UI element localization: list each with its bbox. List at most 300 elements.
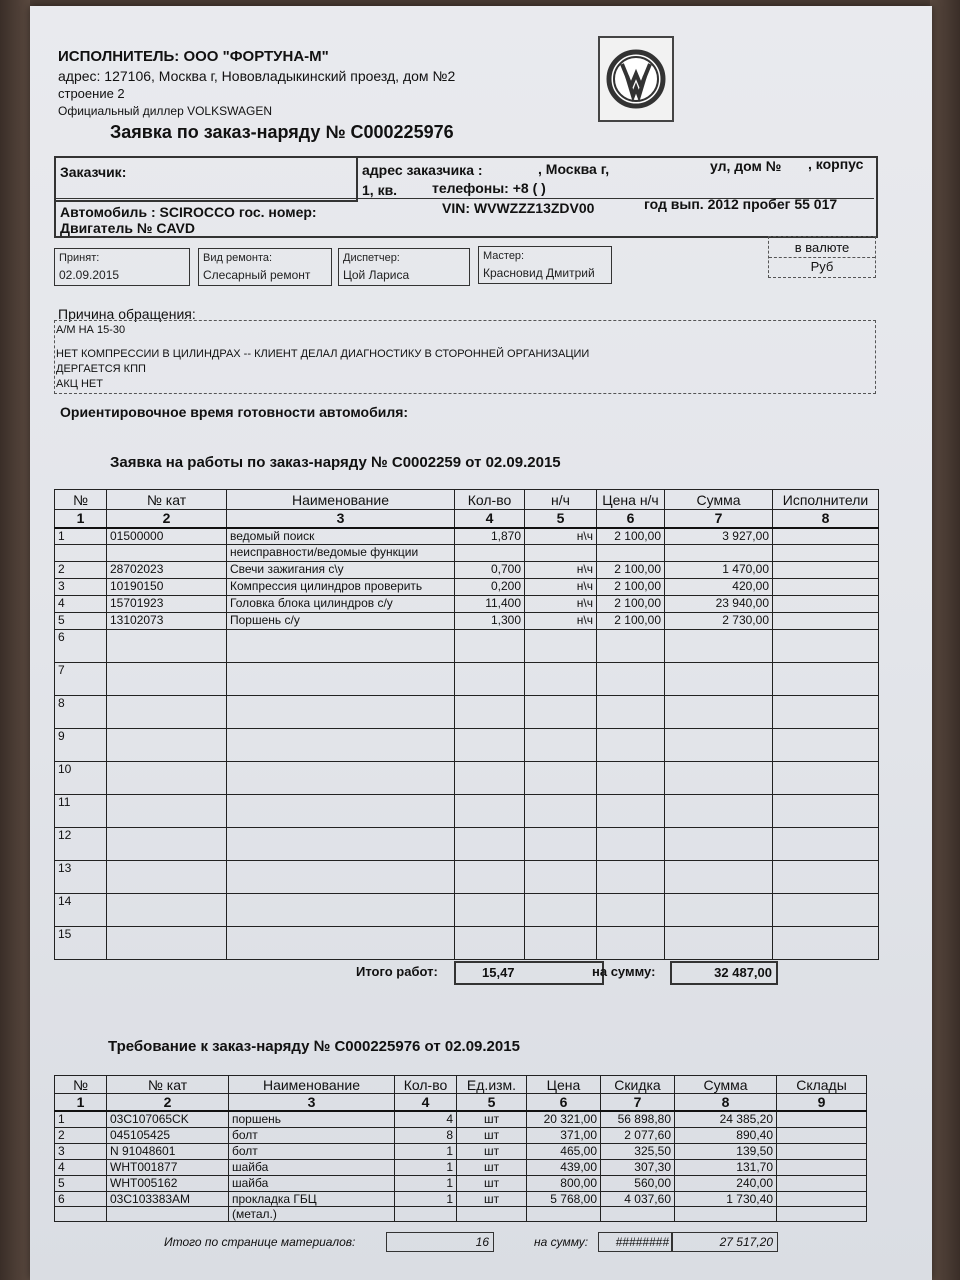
reason-line-3: ДЕРГАЕТСЯ КПП xyxy=(56,363,146,375)
table-cell: н\ч xyxy=(525,562,597,579)
parts-header-discount: Скидка xyxy=(601,1076,675,1094)
parts-header-price: Цена xyxy=(527,1076,601,1094)
parts-colnum: 2 xyxy=(107,1094,229,1112)
table-cell xyxy=(597,696,665,729)
table-cell: 8 xyxy=(395,1127,457,1143)
table-cell: 6 xyxy=(55,630,107,663)
works-colnum: 4 xyxy=(455,510,525,528)
master-box xyxy=(478,246,612,284)
table-cell: 1 470,00 xyxy=(665,562,773,579)
table-row xyxy=(55,1206,867,1221)
table-cell: 325,50 xyxy=(601,1143,675,1159)
table-cell: н\ч xyxy=(525,579,597,596)
table-cell: 3 xyxy=(55,579,107,596)
table-cell xyxy=(665,762,773,795)
table-row xyxy=(55,1175,867,1191)
table-cell: 13102073 xyxy=(107,613,227,630)
table-row xyxy=(55,562,879,579)
table-cell: 28702023 xyxy=(107,562,227,579)
table-cell: 890,40 xyxy=(675,1127,777,1143)
parts-header-name: Наименование xyxy=(229,1076,395,1094)
table-cell xyxy=(773,630,879,663)
table-cell xyxy=(455,927,525,960)
table-cell: 20 321,00 xyxy=(527,1111,601,1127)
table-cell xyxy=(665,861,773,894)
parts-header-no: № xyxy=(55,1076,107,1094)
dispatcher-box xyxy=(338,248,470,286)
table-cell xyxy=(227,762,455,795)
accepted-box xyxy=(54,248,190,286)
table-cell xyxy=(525,861,597,894)
parts-total-sum-box xyxy=(672,1232,778,1252)
works-colnum: 6 xyxy=(597,510,665,528)
table-cell xyxy=(457,1206,527,1221)
table-cell: 0,700 xyxy=(455,562,525,579)
table-cell xyxy=(597,630,665,663)
table-cell: 1,870 xyxy=(455,528,525,545)
works-header-qty: Кол-во xyxy=(455,490,525,510)
table-cell xyxy=(455,762,525,795)
table-cell: 1 xyxy=(55,528,107,545)
table-cell xyxy=(107,663,227,696)
accepted-label: Принят: xyxy=(59,252,100,264)
table-cell xyxy=(525,663,597,696)
table-cell xyxy=(597,545,665,562)
table-cell xyxy=(665,729,773,762)
parts-total-label: Итого по странице материалов: xyxy=(164,1235,356,1249)
reason-line-2: НЕТ КОМПРЕССИИ В ЦИЛИНДРАХ -- КЛИЕНТ ДЕЛАЛ ДИАГНОСТИКУ В СТОРОННЕЙ ОРГАНИЗАЦИИ xyxy=(56,348,590,360)
table-cell xyxy=(665,545,773,562)
table-cell: 1 xyxy=(395,1159,457,1175)
table-cell: 4 xyxy=(395,1111,457,1127)
table-cell xyxy=(597,795,665,828)
table-cell xyxy=(525,762,597,795)
table-cell xyxy=(597,861,665,894)
table-cell xyxy=(665,663,773,696)
table-cell xyxy=(55,545,107,562)
table-cell: 3 xyxy=(55,1143,107,1159)
table-cell: 439,00 xyxy=(527,1159,601,1175)
works-header-no: № xyxy=(55,490,107,510)
customer-korpus: , корпус xyxy=(808,156,864,172)
parts-total-qty: 16 xyxy=(475,1235,489,1249)
table-row xyxy=(55,1191,867,1206)
table-cell xyxy=(597,927,665,960)
table-cell xyxy=(455,729,525,762)
works-colnum: 1 xyxy=(55,510,107,528)
table-cell xyxy=(773,663,879,696)
table-cell xyxy=(597,663,665,696)
table-cell: 3 927,00 xyxy=(665,528,773,545)
table-cell: Свечи зажигания с\у xyxy=(227,562,455,579)
parts-header-cat: № кат xyxy=(107,1076,229,1094)
table-cell xyxy=(525,828,597,861)
ready-time-label: Ориентировочное время готовности автомобиля: xyxy=(60,404,409,420)
table-cell: 15 xyxy=(55,927,107,960)
table-cell: 9 xyxy=(55,729,107,762)
customer-label: Заказчик: xyxy=(60,164,127,180)
table-cell: шт xyxy=(457,1143,527,1159)
table-cell xyxy=(773,762,879,795)
table-edge-right xyxy=(930,0,960,1280)
table-cell: неисправности/ведомые функции xyxy=(227,545,455,562)
table-cell: н\ч xyxy=(525,596,597,613)
table-cell: 5 xyxy=(55,613,107,630)
table-cell: N 91048601 xyxy=(107,1143,229,1159)
works-title: Заявка на работы по заказ-наряду № С0002259 от 02.09.2015 xyxy=(110,454,561,471)
customer-phone: телефоны: +8 ( ) xyxy=(432,180,546,196)
table-cell: н\ч xyxy=(525,528,597,545)
parts-title: Требование к заказ-наряду № С000225976 от 02.09.2015 xyxy=(108,1038,520,1055)
table-cell: 15701923 xyxy=(107,596,227,613)
works-colnum: 7 xyxy=(665,510,773,528)
works-header-sum: Сумма xyxy=(665,490,773,510)
table-cell xyxy=(777,1191,867,1206)
table-cell: 11 xyxy=(55,795,107,828)
table-cell: 1 xyxy=(395,1175,457,1191)
parts-colnum: 7 xyxy=(601,1094,675,1112)
table-row xyxy=(55,729,879,762)
table-row xyxy=(55,828,879,861)
document-page xyxy=(30,6,932,1280)
table-cell: 4 xyxy=(55,596,107,613)
table-cell xyxy=(773,795,879,828)
table-cell xyxy=(107,762,227,795)
table-cell xyxy=(107,630,227,663)
table-cell: 2 077,60 xyxy=(601,1127,675,1143)
table-cell: шт xyxy=(457,1191,527,1206)
volkswagen-logo-icon xyxy=(598,36,674,122)
dealer-line: Официальный диллер VOLKSWAGEN xyxy=(58,104,273,118)
table-cell: шт xyxy=(457,1111,527,1127)
table-cell: Головка блока цилиндров с/у xyxy=(227,596,455,613)
table-cell xyxy=(665,795,773,828)
table-cell xyxy=(455,696,525,729)
table-cell: 4 xyxy=(55,1159,107,1175)
accepted-date: 02.09.2015 xyxy=(59,268,120,282)
table-cell: 24 385,20 xyxy=(675,1111,777,1127)
table-cell: 14 xyxy=(55,894,107,927)
table-edge-left xyxy=(0,0,30,1280)
table-cell xyxy=(665,696,773,729)
parts-header-unit: Ед.изм. xyxy=(457,1076,527,1094)
repair-type: Слесарный ремонт xyxy=(203,268,311,282)
table-cell xyxy=(777,1175,867,1191)
repair-type-box xyxy=(198,248,332,286)
table-cell xyxy=(601,1206,675,1221)
table-cell xyxy=(777,1127,867,1143)
table-cell xyxy=(777,1111,867,1127)
table-cell xyxy=(227,861,455,894)
table-cell: болт xyxy=(229,1127,395,1143)
table-cell xyxy=(227,729,455,762)
works-colnum: 2 xyxy=(107,510,227,528)
table-cell xyxy=(525,696,597,729)
table-cell: поршень xyxy=(229,1111,395,1127)
table-cell xyxy=(525,545,597,562)
table-cell xyxy=(773,613,879,630)
table-cell: 307,30 xyxy=(601,1159,675,1175)
works-colnum: 8 xyxy=(773,510,879,528)
works-sum-label: на сумму: xyxy=(592,964,656,979)
table-cell xyxy=(773,894,879,927)
parts-colnum: 3 xyxy=(229,1094,395,1112)
table-cell xyxy=(773,545,879,562)
table-cell xyxy=(773,828,879,861)
table-cell: 1 xyxy=(55,1111,107,1127)
table-cell xyxy=(227,927,455,960)
parts-table xyxy=(54,1075,867,1222)
works-header-name: Наименование xyxy=(227,490,455,510)
table-cell: 2 100,00 xyxy=(597,579,665,596)
table-cell xyxy=(525,729,597,762)
table-cell: шайба xyxy=(229,1175,395,1191)
table-cell xyxy=(597,729,665,762)
parts-colnum: 6 xyxy=(527,1094,601,1112)
table-cell: Компрессия цилиндров проверить xyxy=(227,579,455,596)
table-cell: 03C107065CK xyxy=(107,1111,229,1127)
table-cell: 8 xyxy=(55,696,107,729)
table-row xyxy=(55,613,879,630)
parts-colnum: 5 xyxy=(457,1094,527,1112)
parts-colnum: 8 xyxy=(675,1094,777,1112)
table-cell xyxy=(455,795,525,828)
table-cell: 0,200 xyxy=(455,579,525,596)
works-table xyxy=(54,489,879,960)
table-cell xyxy=(773,579,879,596)
table-cell: 1 xyxy=(395,1143,457,1159)
works-header-nh: н/ч xyxy=(525,490,597,510)
table-cell xyxy=(227,828,455,861)
parts-discount-total-box xyxy=(598,1232,672,1252)
table-row xyxy=(55,795,879,828)
table-cell xyxy=(455,663,525,696)
table-row xyxy=(55,545,879,562)
table-cell xyxy=(227,663,455,696)
table-cell: (метал.) xyxy=(229,1206,395,1221)
works-header-cat: № кат xyxy=(107,490,227,510)
table-row xyxy=(55,579,879,596)
table-cell xyxy=(107,927,227,960)
table-cell xyxy=(665,927,773,960)
table-cell xyxy=(597,762,665,795)
table-cell xyxy=(107,894,227,927)
table-cell: 1 xyxy=(395,1191,457,1206)
table-cell xyxy=(455,630,525,663)
table-cell: 03C103383AM xyxy=(107,1191,229,1206)
table-cell: 12 xyxy=(55,828,107,861)
table-cell: Поршень с/у xyxy=(227,613,455,630)
parts-header-qty: Кол-во xyxy=(395,1076,457,1094)
executor-address: адрес: 127106, Москва г, Нововладыкинский проезд, дом №2 xyxy=(58,68,456,84)
works-header-price: Цена н/ч xyxy=(597,490,665,510)
table-cell xyxy=(773,596,879,613)
table-cell xyxy=(455,828,525,861)
table-cell xyxy=(773,729,879,762)
table-cell: шт xyxy=(457,1175,527,1191)
table-cell: 5 xyxy=(55,1175,107,1191)
parts-colnum: 1 xyxy=(55,1094,107,1112)
currency-label: в валюте xyxy=(794,240,850,255)
table-cell: 465,00 xyxy=(527,1143,601,1159)
reason-line-1: А/М НА 15-30 xyxy=(56,324,126,336)
page-title: Заявка по заказ-наряду № С000225976 xyxy=(110,122,454,142)
works-colnum: 5 xyxy=(525,510,597,528)
table-row xyxy=(55,528,879,545)
table-cell: н\ч xyxy=(525,613,597,630)
currency-box xyxy=(768,236,876,278)
table-cell: 371,00 xyxy=(527,1127,601,1143)
dispatcher-name: Цой Лариса xyxy=(343,268,410,282)
table-cell: 11,400 xyxy=(455,596,525,613)
car-model: Автомобиль : SCIROCCO гос. номер: xyxy=(60,204,317,220)
table-cell: шт xyxy=(457,1159,527,1175)
works-total-label: Итого работ: xyxy=(356,964,438,979)
car-engine: Двигатель № CAVD xyxy=(60,220,195,236)
table-cell: 2 xyxy=(55,562,107,579)
executor-building: строение 2 xyxy=(58,86,125,101)
parts-sum-label: на сумму: xyxy=(534,1235,589,1249)
table-cell xyxy=(527,1206,601,1221)
works-total-sum-box xyxy=(670,961,778,985)
table-cell xyxy=(107,729,227,762)
parts-total-qty-box xyxy=(386,1232,494,1252)
currency-divider xyxy=(769,257,875,258)
works-total-hours-box xyxy=(454,961,604,985)
table-cell xyxy=(455,861,525,894)
table-cell: шайба xyxy=(229,1159,395,1175)
table-cell: 420,00 xyxy=(665,579,773,596)
table-row xyxy=(55,630,879,663)
table-cell xyxy=(107,545,227,562)
table-cell xyxy=(107,696,227,729)
table-cell xyxy=(227,795,455,828)
table-cell: 240,00 xyxy=(675,1175,777,1191)
table-cell xyxy=(773,927,879,960)
table-cell: 4 037,60 xyxy=(601,1191,675,1206)
works-total-hours: 15,47 xyxy=(482,965,515,980)
table-cell xyxy=(107,1206,229,1221)
parts-colnum: 4 xyxy=(395,1094,457,1112)
table-cell: 045105425 xyxy=(107,1127,229,1143)
table-cell xyxy=(773,562,879,579)
customer-flat: 1, кв. xyxy=(362,182,398,198)
table-cell: 01500000 xyxy=(107,528,227,545)
table-cell: 131,70 xyxy=(675,1159,777,1175)
customer-city: , Москва г, xyxy=(538,161,610,177)
parts-colnum: 9 xyxy=(777,1094,867,1112)
table-cell: 23 940,00 xyxy=(665,596,773,613)
table-cell: 13 xyxy=(55,861,107,894)
table-cell xyxy=(675,1206,777,1221)
executor-line: ИСПОЛНИТЕЛЬ: ООО "ФОРТУНА-М" xyxy=(58,48,329,65)
table-cell xyxy=(665,828,773,861)
table-row xyxy=(55,696,879,729)
table-cell xyxy=(773,528,879,545)
table-cell xyxy=(525,795,597,828)
table-cell: шт xyxy=(457,1127,527,1143)
table-row xyxy=(55,927,879,960)
parts-header-warehouse: Склады xyxy=(777,1076,867,1094)
table-cell: 139,50 xyxy=(675,1143,777,1159)
table-cell xyxy=(777,1143,867,1159)
works-colnum: 3 xyxy=(227,510,455,528)
table-cell xyxy=(455,894,525,927)
parts-header-sum: Сумма xyxy=(675,1076,777,1094)
customer-street: ул, дом № xyxy=(710,158,782,174)
table-cell: 1,300 xyxy=(455,613,525,630)
table-cell xyxy=(773,861,879,894)
table-cell: 10 xyxy=(55,762,107,795)
table-cell xyxy=(597,828,665,861)
table-cell xyxy=(227,894,455,927)
table-cell xyxy=(227,630,455,663)
repair-type-label: Вид ремонта: xyxy=(203,252,273,264)
table-cell: прокладка ГБЦ xyxy=(229,1191,395,1206)
table-cell: 2 100,00 xyxy=(597,596,665,613)
master-label: Мастер: xyxy=(483,250,525,262)
dispatcher-label: Диспетчер: xyxy=(343,252,400,264)
table-row xyxy=(55,894,879,927)
table-cell xyxy=(525,630,597,663)
works-header-executors: Исполнители xyxy=(773,490,879,510)
table-row xyxy=(55,861,879,894)
table-cell: ведомый поиск xyxy=(227,528,455,545)
table-cell xyxy=(597,894,665,927)
table-cell: 2 100,00 xyxy=(597,528,665,545)
reason-label: Причина обращения: xyxy=(58,306,196,322)
table-cell: 5 768,00 xyxy=(527,1191,601,1206)
parts-discount-total: ######## xyxy=(615,1235,669,1249)
parts-total-sum: 27 517,20 xyxy=(719,1235,773,1249)
table-cell: 2 100,00 xyxy=(597,562,665,579)
car-year-mileage: год вып. 2012 пробег 55 017 xyxy=(644,196,838,212)
table-cell: 6 xyxy=(55,1191,107,1206)
table-cell xyxy=(777,1159,867,1175)
table-cell xyxy=(525,894,597,927)
table-cell: 2 xyxy=(55,1127,107,1143)
currency-value: Руб xyxy=(810,259,834,274)
table-cell: 1 730,40 xyxy=(675,1191,777,1206)
table-cell: 2 730,00 xyxy=(665,613,773,630)
table-cell xyxy=(395,1206,457,1221)
table-cell: 800,00 xyxy=(527,1175,601,1191)
table-cell xyxy=(227,696,455,729)
table-row xyxy=(55,762,879,795)
reason-line-4: АКЦ НЕТ xyxy=(56,378,103,390)
table-cell: 10190150 xyxy=(107,579,227,596)
table-cell xyxy=(525,927,597,960)
table-row xyxy=(55,1111,867,1127)
table-cell xyxy=(773,696,879,729)
works-total-sum: 32 487,00 xyxy=(714,965,772,980)
customer-address-label: адрес заказчика : xyxy=(362,162,483,178)
table-cell: WHT005162 xyxy=(107,1175,229,1191)
table-row xyxy=(55,663,879,696)
table-row xyxy=(55,1159,867,1175)
table-cell xyxy=(55,1206,107,1221)
table-cell xyxy=(107,861,227,894)
table-cell xyxy=(665,894,773,927)
table-row xyxy=(55,1127,867,1143)
table-cell: 56 898,80 xyxy=(601,1111,675,1127)
table-cell xyxy=(107,828,227,861)
table-cell: 560,00 xyxy=(601,1175,675,1191)
table-cell: 7 xyxy=(55,663,107,696)
table-row xyxy=(55,596,879,613)
table-cell xyxy=(107,795,227,828)
table-cell: болт xyxy=(229,1143,395,1159)
